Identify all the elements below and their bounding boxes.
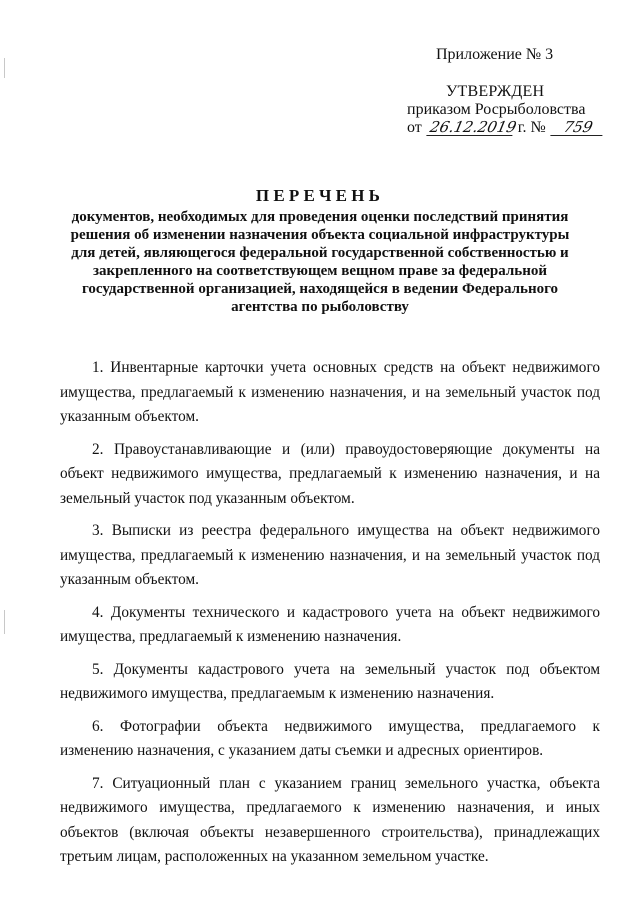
list-item-4: 4. Документы технического и кадастрового учета на объект недвижимого имущества, предлагаемый к изменению назначения. <box>60 603 600 645</box>
handwritten-number: 759 <box>550 120 605 136</box>
list-item-6: 6. Фотографии объекта недвижимого имущества, предлагаемого к изменению назначения, с указанием даты съемки и адресных ориентиров. <box>60 717 600 759</box>
list-item-7: 7. Ситуационный план с указанием границ земельного участка, объекта недвижимого имущества, предлагаемого к изменению назначения, и иных объектов (включая объекты незавершенного строительства), принадлежащих третьим лицам, расположенных на указанном земельном участке. <box>60 774 600 865</box>
list-item-2: 2. Правоустанавливающие и (или) правоудостоверяющие документы на объект недвижимого имущества, предлагаемый к изменению назначения, и на земельный участок под указанным объектом. <box>60 440 600 507</box>
scan-edge-mark <box>4 58 5 78</box>
order-date-line <box>407 119 604 137</box>
handwritten-date: 26.12.2019 <box>428 118 518 136</box>
list-item-5: 5. Документы кадастрового учета на земельный участок под объектом недвижимого имущества, предлагаемым к изменению назначения. <box>60 660 600 702</box>
appendix-label: Приложение № 3 <box>436 46 554 63</box>
document-list <box>60 356 600 878</box>
document-subtitle: документов, необходимых для проведения оценки последствий принятия решения об изменении назначения объекта социальной инфраструктуры для детей, являющегося федеральной государственной собственностью и закрепленного на соответствующем вещном праве за федеральной государственной организацией, находящейся в ведении Федерального агентства по рыболовству <box>70 209 570 315</box>
number-prefix: г. № <box>517 119 546 136</box>
order-line: приказом Росрыболовства <box>407 101 586 118</box>
date-prefix: от <box>407 119 422 136</box>
list-item-3: 3. Выписки из реестра федерального имущества на объект недвижимого имущества, предлагаемый к изменению назначения, и на земельный участок под указанным объектом. <box>60 522 600 588</box>
approved-label: УТВЕРЖДЕН <box>446 83 545 100</box>
document-title: ПЕРЕЧЕНЬ <box>255 186 385 205</box>
list-item-1: 1. Инвентарные карточки учета основных средств на объект недвижимого имущества, предлагаемый к изменению назначения, и на земельный участок под указанным объектом. <box>60 359 600 425</box>
scan-edge-mark <box>4 610 5 634</box>
